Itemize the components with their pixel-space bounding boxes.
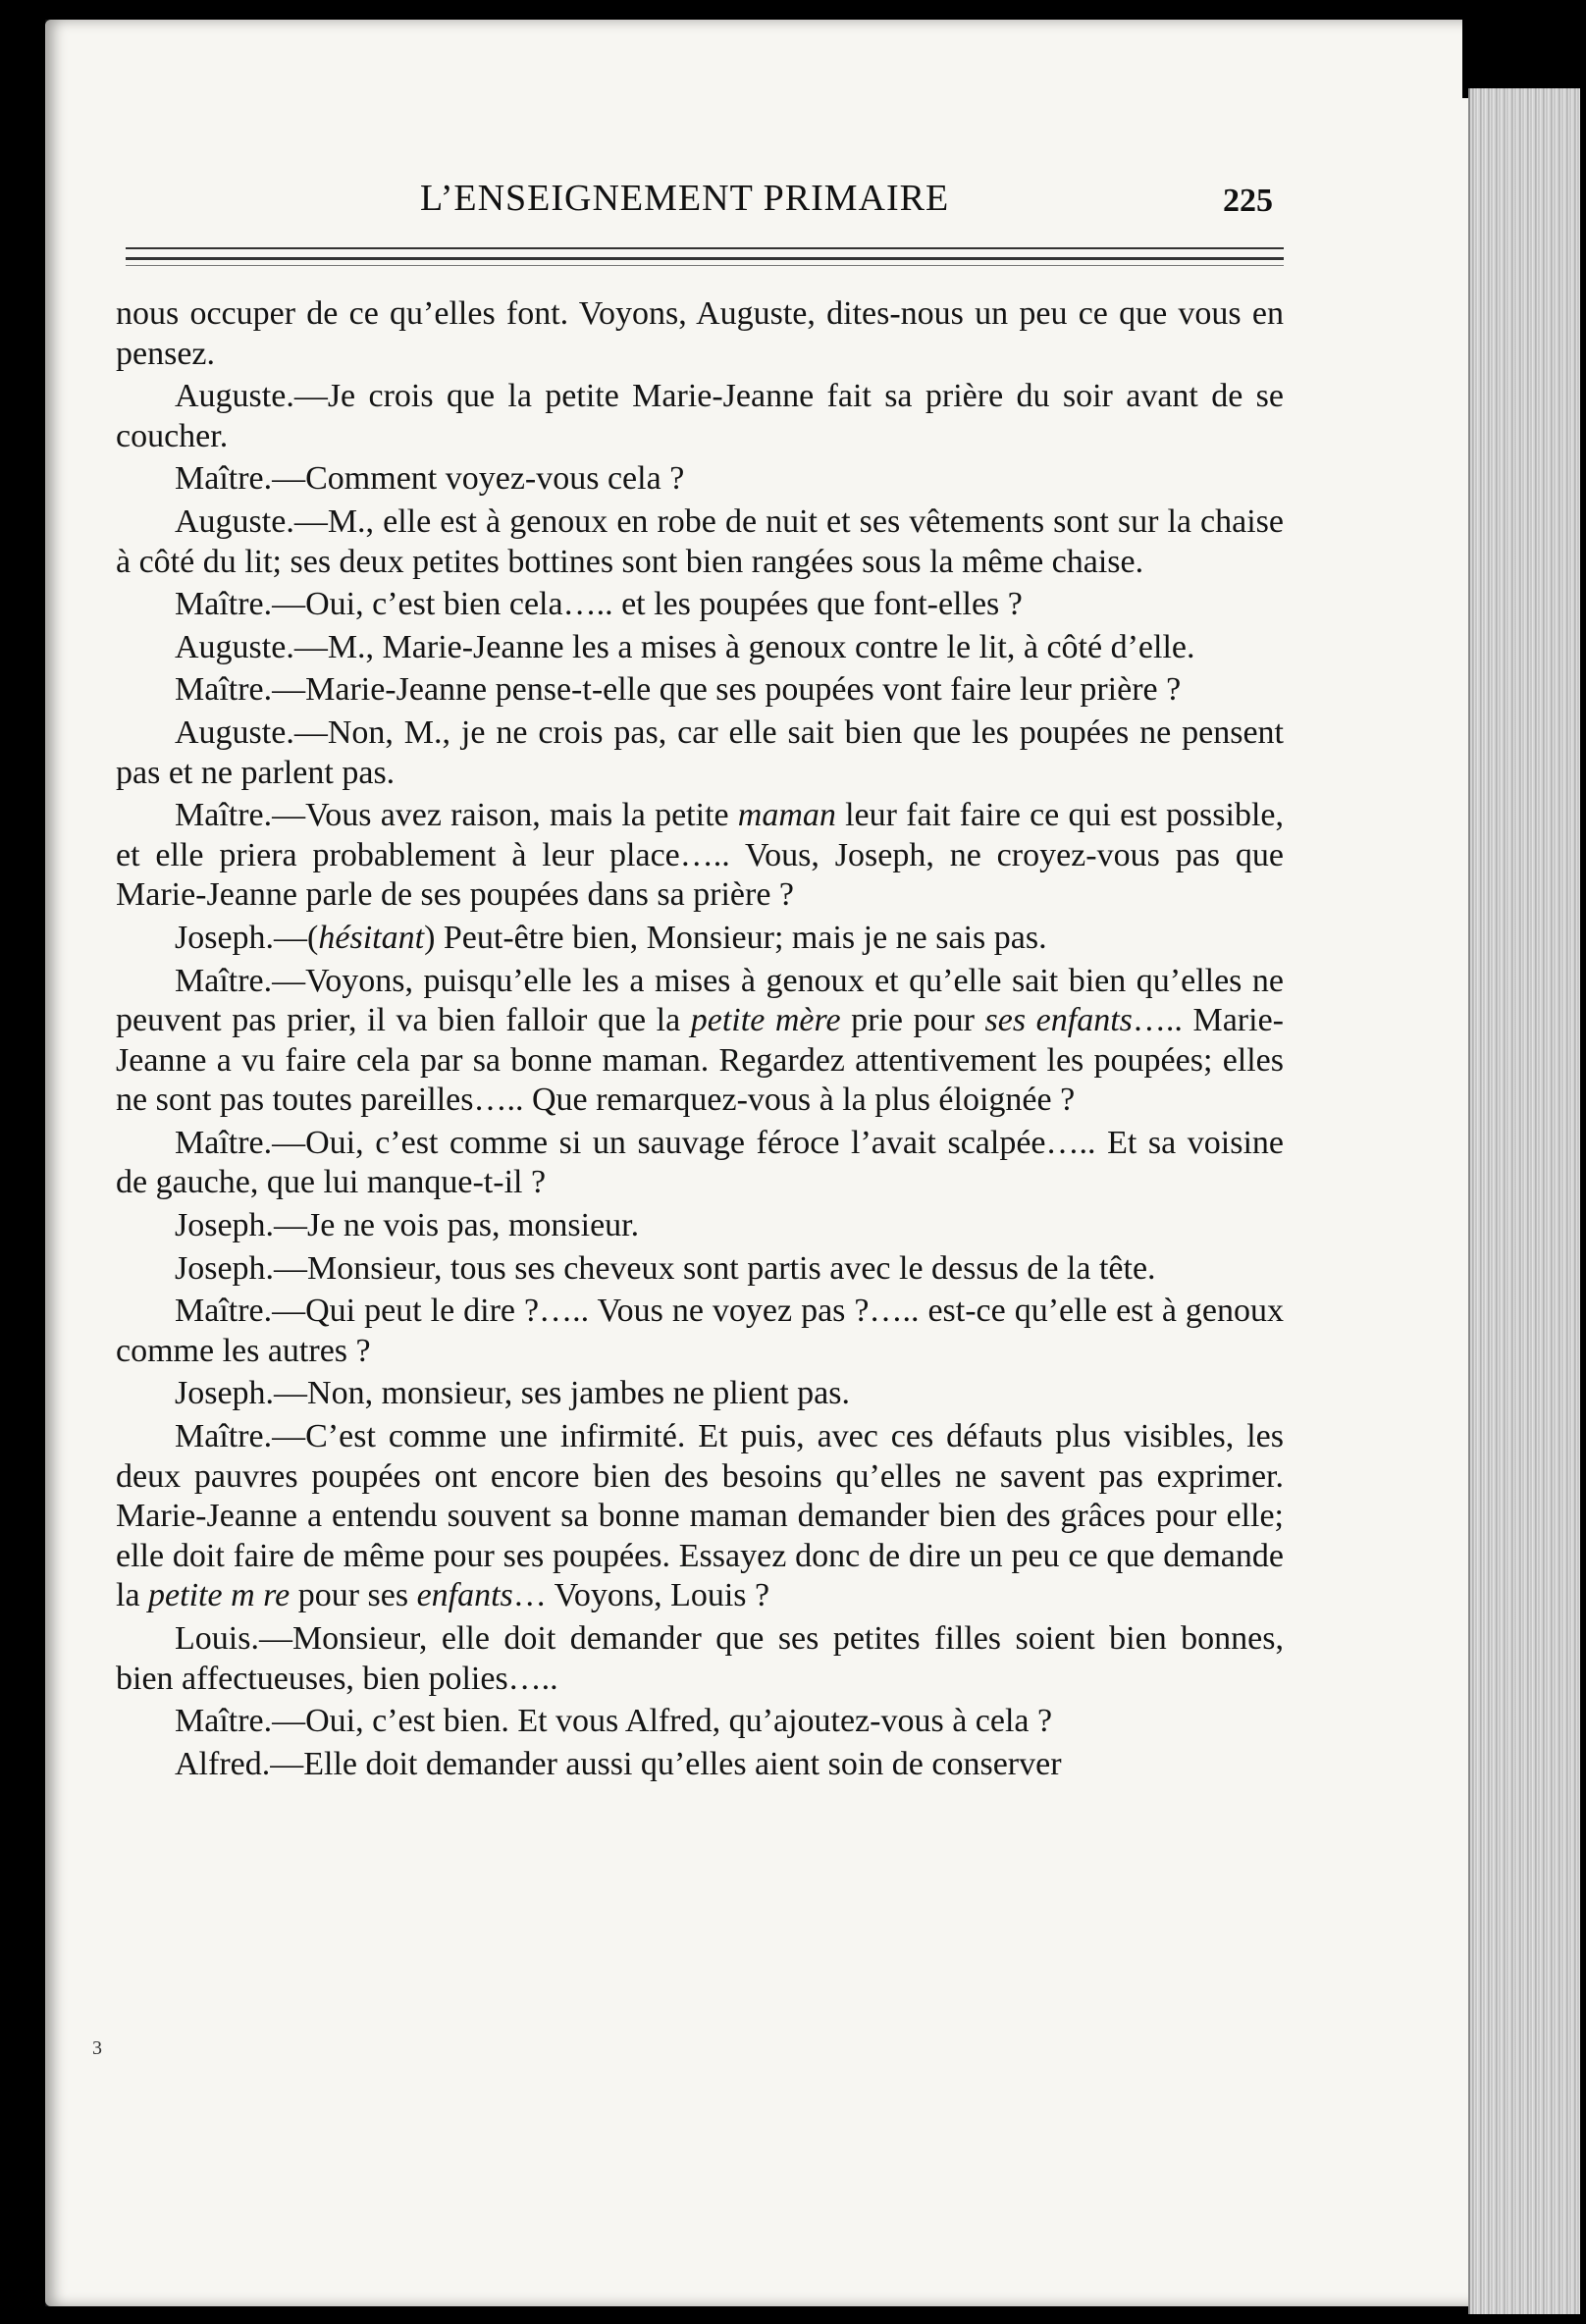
italic-text: petite mère [690, 1002, 841, 1039]
signature-mark: 3 [92, 2037, 102, 2059]
paragraph [116, 1702, 1284, 1742]
paragraph-text: Joseph.—Monsieur, tous ses cheveux sont partis avec le dessus de la tête. [175, 1249, 1156, 1287]
paragraph [116, 1619, 1284, 1699]
paragraph-text: ) Peut-être bien, Monsieur; mais je ne sais pas. [424, 919, 1047, 956]
paragraph-text: Auguste.—Je crois que la petite Marie-Jeanne fait sa prière du soir avant de se coucher. [116, 378, 1284, 454]
paragraph [116, 1249, 1284, 1290]
header-rule [126, 265, 1284, 266]
page-number: 225 [1223, 183, 1273, 219]
paragraph-text: pour ses [290, 1577, 417, 1614]
paragraph [116, 377, 1284, 456]
page-edge-shadow [1462, 20, 1586, 98]
paragraph [116, 1292, 1284, 1371]
paragraph-text: Joseph.—( [175, 919, 319, 956]
italic-text: petite m re [148, 1577, 291, 1614]
paragraph-text: leur fait faire ce qui est possible, et elle priera probablement à leur place….. Vous, Joseph, ne croyez-vous pas que Marie-Jeanne parle de ses poupées dans sa prière ? [116, 797, 1284, 914]
paragraph-text: Maître.—Oui, c’est bien cela….. et les poupées que font-elles ? [175, 586, 1023, 623]
paragraph [116, 919, 1284, 959]
header-rule [126, 257, 1284, 260]
paragraph-text: nous occuper de ce qu’elles font. Voyons, Auguste, dites-nous un peu ce que vous en pensez. [116, 295, 1284, 372]
page-edges [1468, 88, 1580, 2314]
paragraph-text: Joseph.—Je ne vois pas, monsieur. [175, 1207, 640, 1244]
paragraph-text: Auguste.—Non, M., je ne crois pas, car elle sait bien que les poupées ne pensent pas et ne parlent pas. [116, 713, 1284, 791]
paragraph-text: Maître.—Vous avez raison, mais la petite [175, 797, 738, 834]
paragraph-text: Maître.—C’est comme une infirmité. Et puis, avec ces défauts plus visibles, les deux pauvres poupées ont encore bien des besoins qu’elles ne savent pas exprimer. Marie-Jeanne a entendu souvent sa bonne maman demander bien des grâces pour elle; elle doit faire de même pour ses poupées. Essayez donc de dire un peu ce que demande la [116, 1418, 1284, 1614]
paragraph-text: Maître.—Marie-Jeanne pense-t-elle que ses poupées vont faire leur prière ? [175, 671, 1182, 709]
italic-text: hésitant [318, 919, 425, 956]
paragraph [116, 670, 1284, 711]
paragraph [116, 796, 1284, 916]
italic-text: enfants [416, 1577, 513, 1614]
paragraph-text: Auguste.—M., Marie-Jeanne les a mises à genoux contre le lit, à côté d’elle. [175, 628, 1195, 665]
paragraph [116, 1417, 1284, 1616]
paragraph-text: ….. Marie-Jeanne a vu faire cela par sa bonne maman. Regardez attentivement les poupées; elles ne sont pas toutes pareilles….. Que remarquez-vous à la plus éloignée ? [116, 1002, 1284, 1119]
header-rule [126, 247, 1284, 249]
paragraph-text: Maître.—Voyons, puisqu’elle les a mises à genoux et qu’elle sait bien qu’elles ne peuvent pas prier, il va bien falloir que la [116, 962, 1284, 1039]
body-text [116, 294, 1284, 1784]
paragraph [116, 1206, 1284, 1246]
paragraph [116, 962, 1284, 1121]
paragraph-text: Maître.—Oui, c’est bien. Et vous Alfred, qu’ajoutez-vous à cela ? [175, 1703, 1053, 1740]
paragraph [116, 1124, 1284, 1203]
paragraph-text: Maître.—Qui peut le dire ?….. Vous ne voyez pas ?….. est-ce qu’elle est à genoux comme les autres ? [116, 1293, 1284, 1369]
paragraph [116, 459, 1284, 500]
paragraph-text: Maître.—Comment voyez-vous cela ? [175, 460, 685, 498]
paragraph [116, 502, 1284, 582]
paragraph-text: … Voyons, Louis ? [512, 1577, 770, 1614]
paragraph [116, 713, 1284, 793]
paragraph-text: Louis.—Monsieur, elle doit demander que ses petites filles soient bien bonnes, bien affectueuses, bien polies….. [116, 1620, 1284, 1697]
paragraph-text: Maître.—Oui, c’est comme si un sauvage féroce l’avait scalpée….. Et sa voisine de gauche, que lui manque-t-il ? [116, 1124, 1284, 1201]
italic-text: ses enfants [984, 1002, 1133, 1039]
paragraph-text: Auguste.—M., elle est à genoux en robe de nuit et ses vêtements sont sur la chaise à côté du lit; ses deux petites bottines sont bien rangées sous la même chaise. [116, 502, 1284, 580]
paragraph [116, 585, 1284, 625]
paragraph [116, 628, 1284, 668]
paragraph [116, 1374, 1284, 1414]
paragraph-text: prie pour [840, 1002, 985, 1039]
italic-text: maman [737, 797, 836, 834]
paragraph-text: Alfred.—Elle doit demander aussi qu’elles aient soin de conserver [175, 1745, 1062, 1782]
paragraph [116, 294, 1284, 374]
page-title: L’ENSEIGNEMENT PRIMAIRE [420, 178, 950, 219]
paragraph-text: Joseph.—Non, monsieur, ses jambes ne plient pas. [175, 1375, 850, 1412]
paragraph [116, 1745, 1284, 1785]
